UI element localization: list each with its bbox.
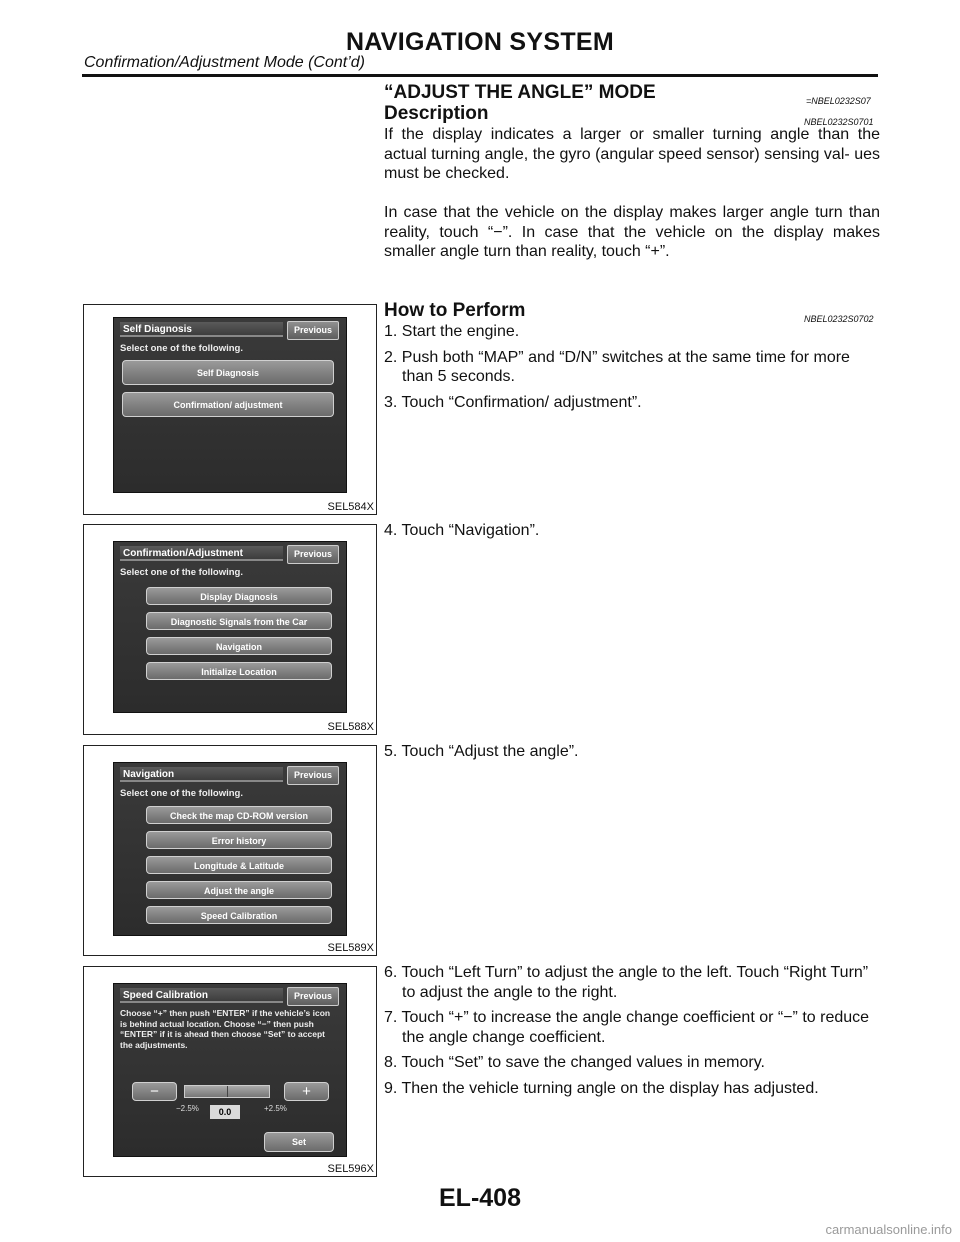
bar-center-tick bbox=[227, 1086, 228, 1097]
steps-list-3 bbox=[384, 742, 880, 768]
step-8: 8. Touch “Set” to save the changed values in memory. bbox=[384, 1054, 765, 1071]
how-to-ref-code: NBEL0232S0702 bbox=[804, 314, 874, 324]
screen-prompt: Select one of the following. bbox=[120, 788, 243, 799]
previous-button[interactable]: Previous bbox=[287, 321, 339, 340]
description-heading: Description bbox=[384, 103, 489, 124]
section-ref-code: =NBEL0232S07 bbox=[806, 96, 871, 106]
speed-calibration-button[interactable]: Speed Calibration bbox=[146, 906, 332, 924]
step-5: 5. Touch “Adjust the angle”. bbox=[384, 743, 579, 760]
page-header-title: NAVIGATION SYSTEM bbox=[345, 28, 615, 56]
figure-speed-calibration bbox=[83, 966, 377, 1177]
initialize-location-button[interactable]: Initialize Location bbox=[146, 662, 332, 680]
steps-list-2 bbox=[384, 521, 880, 547]
max-label: +2.5% bbox=[264, 1104, 287, 1113]
description-ref-code: NBEL0232S0701 bbox=[804, 117, 874, 127]
figure-label: SEL596X bbox=[327, 1163, 374, 1175]
step-1: 1. Start the engine. bbox=[384, 323, 520, 340]
step-9: 9. Then the vehicle turning angle on the display has adjusted. bbox=[384, 1079, 819, 1097]
figure-label: SEL589X bbox=[327, 942, 374, 954]
steps-list-4 bbox=[384, 963, 880, 1104]
screen-speed-calibration bbox=[113, 983, 347, 1157]
step-3: 3. Touch “Confirmation/ adjustment”. bbox=[384, 393, 642, 411]
navigation-button[interactable]: Navigation bbox=[146, 637, 332, 655]
screen-confirmation-adjustment bbox=[113, 541, 347, 713]
previous-button[interactable]: Previous bbox=[287, 766, 339, 785]
steps-list-1 bbox=[384, 322, 880, 418]
step-2: 2. Push both “MAP” and “D/N” switches at the same time for more than 5 seconds. bbox=[384, 348, 850, 385]
figure-label: SEL588X bbox=[327, 721, 374, 733]
how-to-heading: How to Perform bbox=[384, 300, 526, 321]
step-4: 4. Touch “Navigation”. bbox=[384, 522, 540, 539]
display-diagnosis-button[interactable]: Display Diagnosis bbox=[146, 587, 332, 605]
error-history-button[interactable]: Error history bbox=[146, 831, 332, 849]
screen-self-diagnosis bbox=[113, 317, 347, 493]
adjustment-bar bbox=[184, 1085, 270, 1098]
check-map-cdrom-button[interactable]: Check the map CD-ROM version bbox=[146, 806, 332, 824]
description-paragraph-2: In case that the vehicle on the display makes larger angle turn than reality, touch “−”. In case that the vehicle on the display makes smaller angle turn than reality, touch “+”. bbox=[384, 204, 880, 260]
page-number: EL-408 bbox=[439, 1184, 521, 1212]
description-paragraph-1: If the display indicates a larger or smaller turning angle than the actual turning angle, the gyro (angular speed sensor) sensing val- ues must be checked. bbox=[384, 126, 880, 182]
figure-self-diagnosis bbox=[83, 304, 377, 515]
watermark: carmanualsonline.info bbox=[825, 1222, 952, 1237]
min-label: −2.5% bbox=[176, 1104, 199, 1113]
diagnostic-signals-button[interactable]: Diagnostic Signals from the Car bbox=[146, 612, 332, 630]
screen-title: Confirmation/Adjustment bbox=[120, 546, 283, 561]
header-divider bbox=[82, 74, 878, 77]
self-diagnosis-button[interactable]: Self Diagnosis bbox=[122, 360, 334, 385]
screen-title: Speed Calibration bbox=[120, 988, 283, 1003]
previous-button[interactable]: Previous bbox=[287, 545, 339, 564]
longitude-latitude-button[interactable]: Longitude & Latitude bbox=[146, 856, 332, 874]
minus-button[interactable]: − bbox=[132, 1082, 177, 1101]
previous-button[interactable]: Previous bbox=[287, 987, 339, 1006]
step-7: 7. Touch “+” to increase the angle change coefficient or “−” to reduce the angle change coefficient. bbox=[384, 1009, 870, 1046]
section-title: “ADJUST THE ANGLE” MODE bbox=[384, 82, 656, 103]
confirmation-adjustment-button[interactable]: Confirmation/ adjustment bbox=[122, 392, 334, 417]
set-button[interactable]: Set bbox=[264, 1132, 334, 1152]
step-6: 6. Touch “Left Turn” to adjust the angle to the left. Touch “Right Turn” to adjust the angle to the right. bbox=[384, 964, 869, 1001]
screen-prompt: Select one of the following. bbox=[120, 567, 243, 578]
calibration-instructions: Choose “+” then push “ENTER” if the vehicle’s icon is behind actual location. Choose “−” then push “ENTER” if it is ahead then choose “Set” to accept the adjustments. bbox=[120, 1008, 331, 1050]
screen-prompt: Select one of the following. bbox=[120, 343, 243, 354]
figure-confirmation-adjustment bbox=[83, 524, 377, 735]
page-header-subtitle: Confirmation/Adjustment Mode (Cont’d) bbox=[84, 54, 366, 71]
figure-navigation bbox=[83, 745, 377, 956]
screen-title: Self Diagnosis bbox=[120, 322, 283, 337]
adjust-angle-button[interactable]: Adjust the angle bbox=[146, 881, 332, 899]
screen-title: Navigation bbox=[120, 767, 283, 782]
screen-navigation bbox=[113, 762, 347, 936]
adjustment-value: 0.0 bbox=[210, 1105, 240, 1119]
figure-label: SEL584X bbox=[327, 501, 374, 513]
plus-button[interactable]: + bbox=[284, 1082, 329, 1101]
